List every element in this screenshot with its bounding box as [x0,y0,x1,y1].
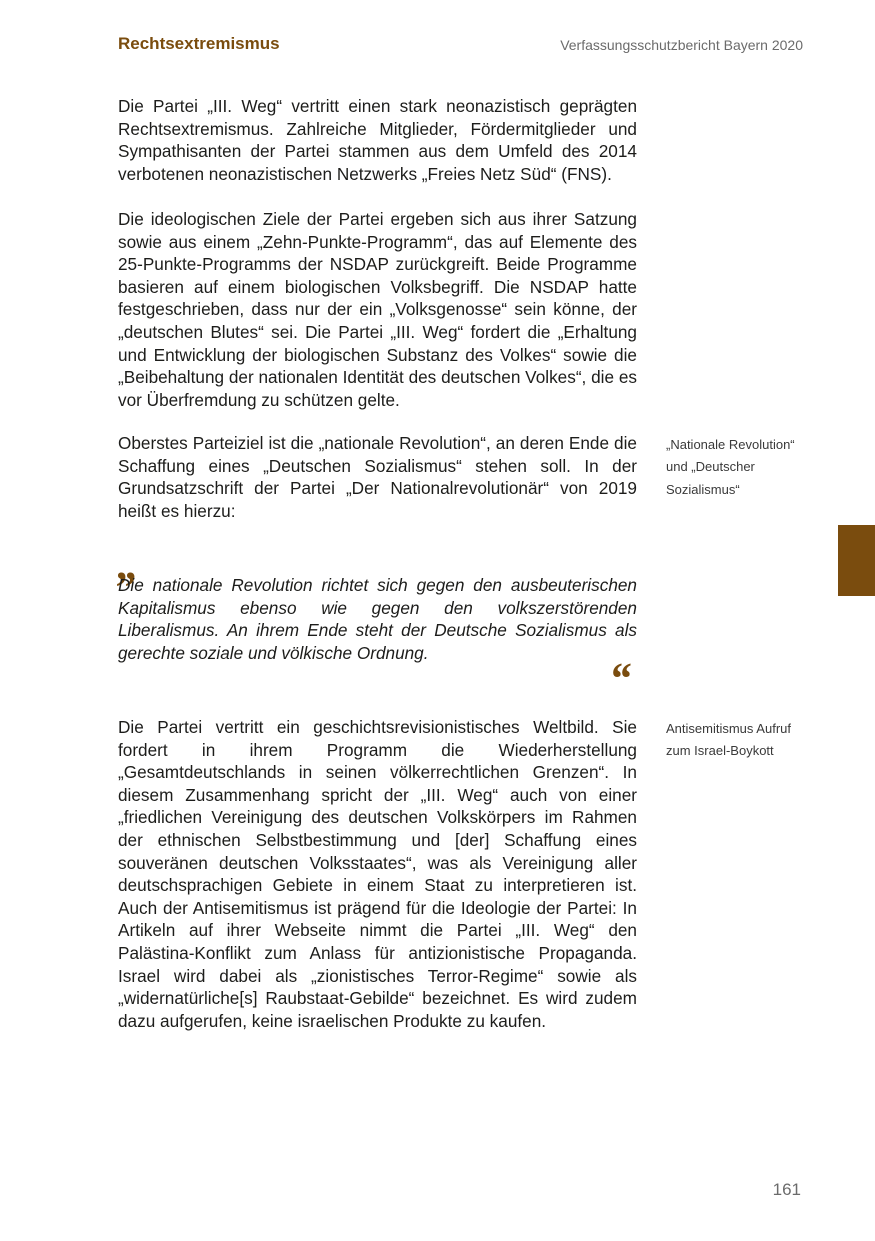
block-quote: Die nationale Revolution richtet sich gegen den ausbeuterischen Kapitalismus ebenso wie gegen den volkszerstörenden Liberalismus. An ihrem Ende steht der Deutsche Sozialismus als gerechte soziale und völkische Ordnung. [118,575,637,663]
body-paragraph: Die ideologischen Ziele der Partei ergeben sich aus ihrer Satzung sowie aus einem „Zehn-Punkte-Programm“, das auf Elemente des 25-Punkte-Programms der NSDAP zurückgreift. Beide Programme basieren auf einem biologischen Volksbegriff. Die NSDAP hatte festgeschrieben, dass nur der ein „Volksgenosse“ sein könne, der „deutschen Blutes“ sei. Die Partei „III. Weg“ fordert die „Erhaltung und Entwicklung der biologischen Substanz des Volkes“ sowie die „Beibehaltung der nationalen Identität des deutschen Volkes“, die es vor Überfremdung zu schützen gelte. [118,209,637,410]
section-title: Rechtsextremismus [118,34,280,53]
margin-note: „Nationale Revolution“ und „Deutscher Sozialismus“ [666,437,795,497]
chapter-tab-marker [838,525,875,596]
quote-open-icon: „ [117,540,139,589]
quote-close-icon: “ [609,654,631,703]
body-paragraph: Die Partei „III. Weg“ vertritt einen stark neonazistisch geprägten Rechtsextremismus. Zahlreiche Mitglieder, Fördermitglieder und Sympathisanten der Partei stammen aus dem Umfeld des 2014 verbotenen neonazistischen Netzwerks „Freies Netz Süd“ (FNS). [118,96,637,184]
body-paragraph: Oberstes Parteiziel ist die „nationale Revolution“, an deren Ende die Schaffung eines „Deutschen Sozialismus“ stehen soll. In der Grundsatzschrift der Partei „Der Nationalrevolutionär“ von 2019 heißt es hierzu: [118,433,637,521]
page-number: 161 [772,1180,801,1199]
margin-note: Antisemitismus Aufruf zum Israel-Boykott [666,721,791,759]
body-paragraph: Die Partei vertritt ein geschichtsrevisionistisches Weltbild. Sie fordert in ihrem Programm die Wiederherstellung „Gesamtdeutschlands in seinen völkerrechtlichen Grenzen“. In diesem Zusammenhang spricht der „III. Weg“ auch von einer „friedlichen Vereinigung des deutschen Volkskörpers im Rahmen der ethnischen Selbstbestimmung und [der] Schaffung eines souveränen deutschen Volksstaates“, was als Vereinigung aller deutschsprachigen Gebiete in einem Staat zu interpretieren ist. Auch der Antisemitismus ist prägend für die Ideologie der Partei: In Artikeln auf ihrer Webseite nimmt die Partei „III. Weg“ den Palästina-Konflikt zum Anlass für antizionistische Propaganda. Israel wird dabei als „zionistisches Terror-Regime“ sowie als „widernatürliche[s] Raubstaat-Gebilde“ bezeichnet. Es wird zudem dazu aufgerufen, keine israelischen Produkte zu kaufen. [118,717,637,1031]
publication-title: Verfassungsschutzbericht Bayern 2020 [560,37,803,53]
